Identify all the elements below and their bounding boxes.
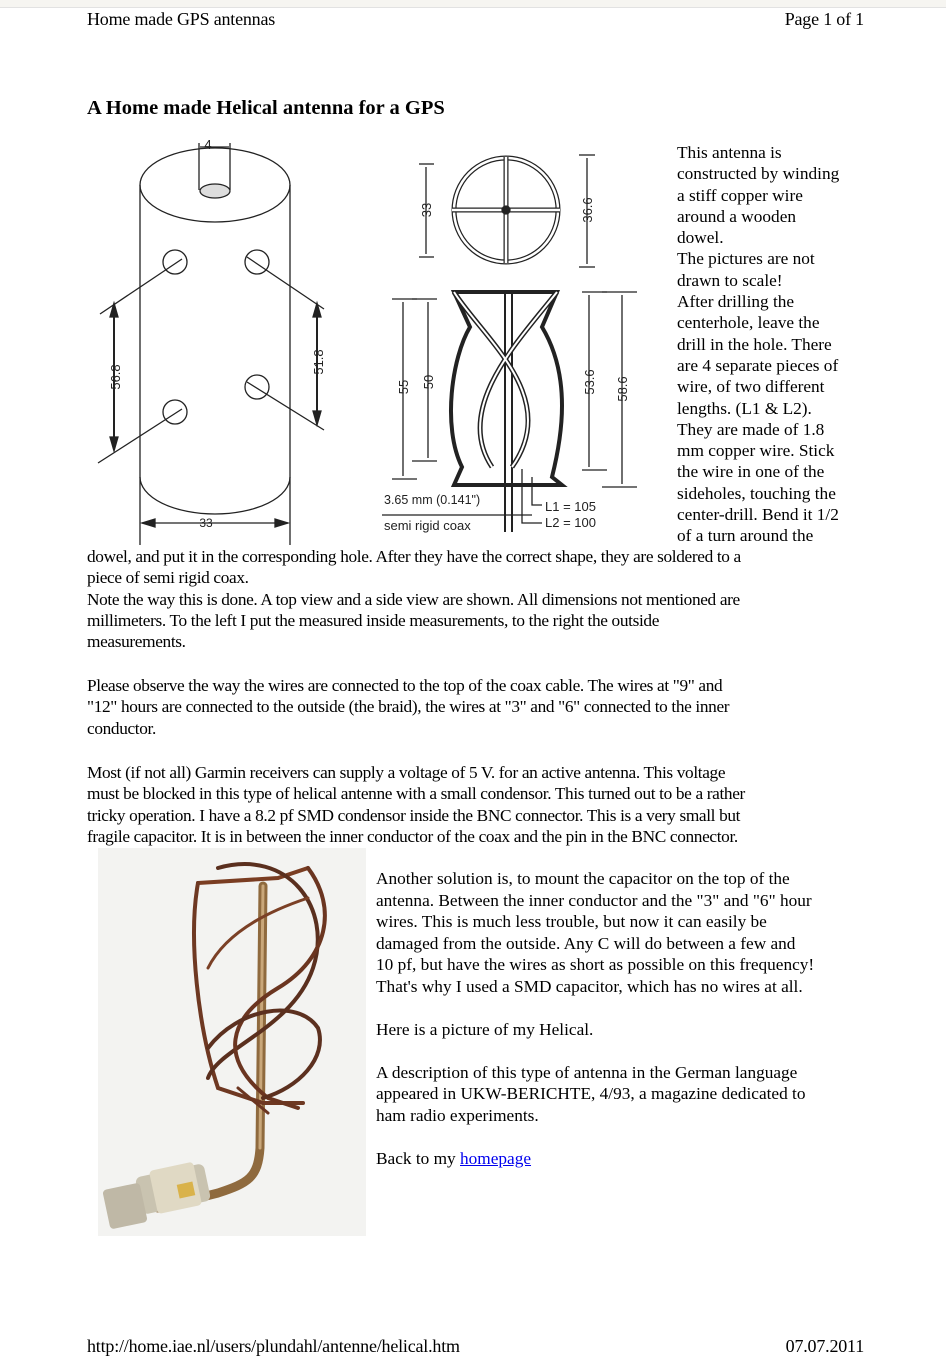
l1-label: L1 = 105: [545, 499, 596, 514]
dim-side-53-6: 53.6: [582, 369, 597, 395]
right-column-text: Another solution is, to mount the capacitor on the top of the antenna. Between the inner conductor and the "3" and "6" hour wires. This is much less trouble, but now it can easily be damaged from the outside. Any C will do between a few and 10 pf, but have the wires as short as possible on this frequency! That's why I used a SMD capacitor, which has no wires at all. Here is a picture of my Helical. A description of this type of antenna in the German language appeared in UKW-BERICHTE, 4/93, a magazine dedicated to ham radio experiments. Back to my homepage: [376, 868, 866, 1169]
back-line: Back to my homepage: [376, 1148, 532, 1168]
paragraph-construction: dowel, and put it in the corresponding hole. After they have the correct shape, they are soldered to a piece of semi rigid coax. Note the way this is done. A top view and a side view are shown. All dimensions not mentioned are millimeters. To the left I put the measured inside measurements, to the right the outside measurements.: [87, 547, 741, 652]
browser-top-strip: [0, 0, 946, 8]
dim-center-hole: 4: [204, 137, 212, 152]
dim-diameter: 33: [199, 516, 213, 530]
dim-right-height: 51.8: [311, 349, 326, 375]
intro-side-text: This antenna is constructed by winding a stiff copper wire around a wooden dowel. The pictures are not drawn to scale! After drilling the centerhole, leave the drill in the hole. There are 4 separate pieces of wire, of two different lengths. (L1 & L2). They are made of 1.8 mm copper wire. Stick the wire in one of the sideholes, touching the center-drill. Bend it 1/2 of a turn around the: [677, 143, 840, 546]
picture-caption: Here is a picture of my Helical.: [376, 1019, 594, 1039]
paragraph-wiring: Please observe the way the wires are connected to the top of the coax cable. The wires at "9" and "12" hours are connected to the outside (the braid), the wires at "3" and "6" connected to the inner conductor.: [87, 676, 730, 738]
page-title: A Home made Helical antenna for a GPS: [87, 97, 445, 119]
top-view-drawing: [419, 155, 595, 267]
dowel-drawing: [98, 143, 324, 545]
paragraph-capacitor: Most (if not all) Garmin receivers can supply a voltage of 5 V. for an active antenna. This voltage must be blocked in this type of helical antenne with a small condensor. This turned out to be a rather tricky operation. I have a 8.2 pf SMD condensor inside the BNC connector. This is a very small but fragile capacitor. It is in between the inner conductor of the coax and the pin in the BNC connector.: [87, 763, 745, 846]
dim-side-58-6: 58.6: [615, 376, 630, 402]
coax-label: semi rigid coax: [384, 518, 471, 533]
dim-top-outside: 36.6: [580, 197, 595, 223]
coax-size-label: 3.65 mm (0.141"): [384, 493, 481, 507]
dim-top-inside: 33: [419, 202, 434, 218]
print-header-title: Home made GPS antennas: [87, 9, 276, 29]
print-footer-date: 07.07.2011: [785, 1336, 864, 1356]
print-header-page: Page 1 of 1: [784, 9, 864, 29]
dim-left-height: 56.8: [108, 364, 123, 390]
homepage-link[interactable]: homepage: [460, 1148, 532, 1168]
print-footer-url: http://home.iae.nl/users/plundahl/antenne/helical.htm: [87, 1336, 460, 1356]
helical-antenna-photo: [98, 848, 366, 1236]
dim-side-55: 55: [396, 379, 411, 395]
dim-side-50: 50: [421, 374, 436, 390]
l2-label: L2 = 100: [545, 515, 596, 530]
helical-antenna-drawing: [92, 137, 667, 545]
